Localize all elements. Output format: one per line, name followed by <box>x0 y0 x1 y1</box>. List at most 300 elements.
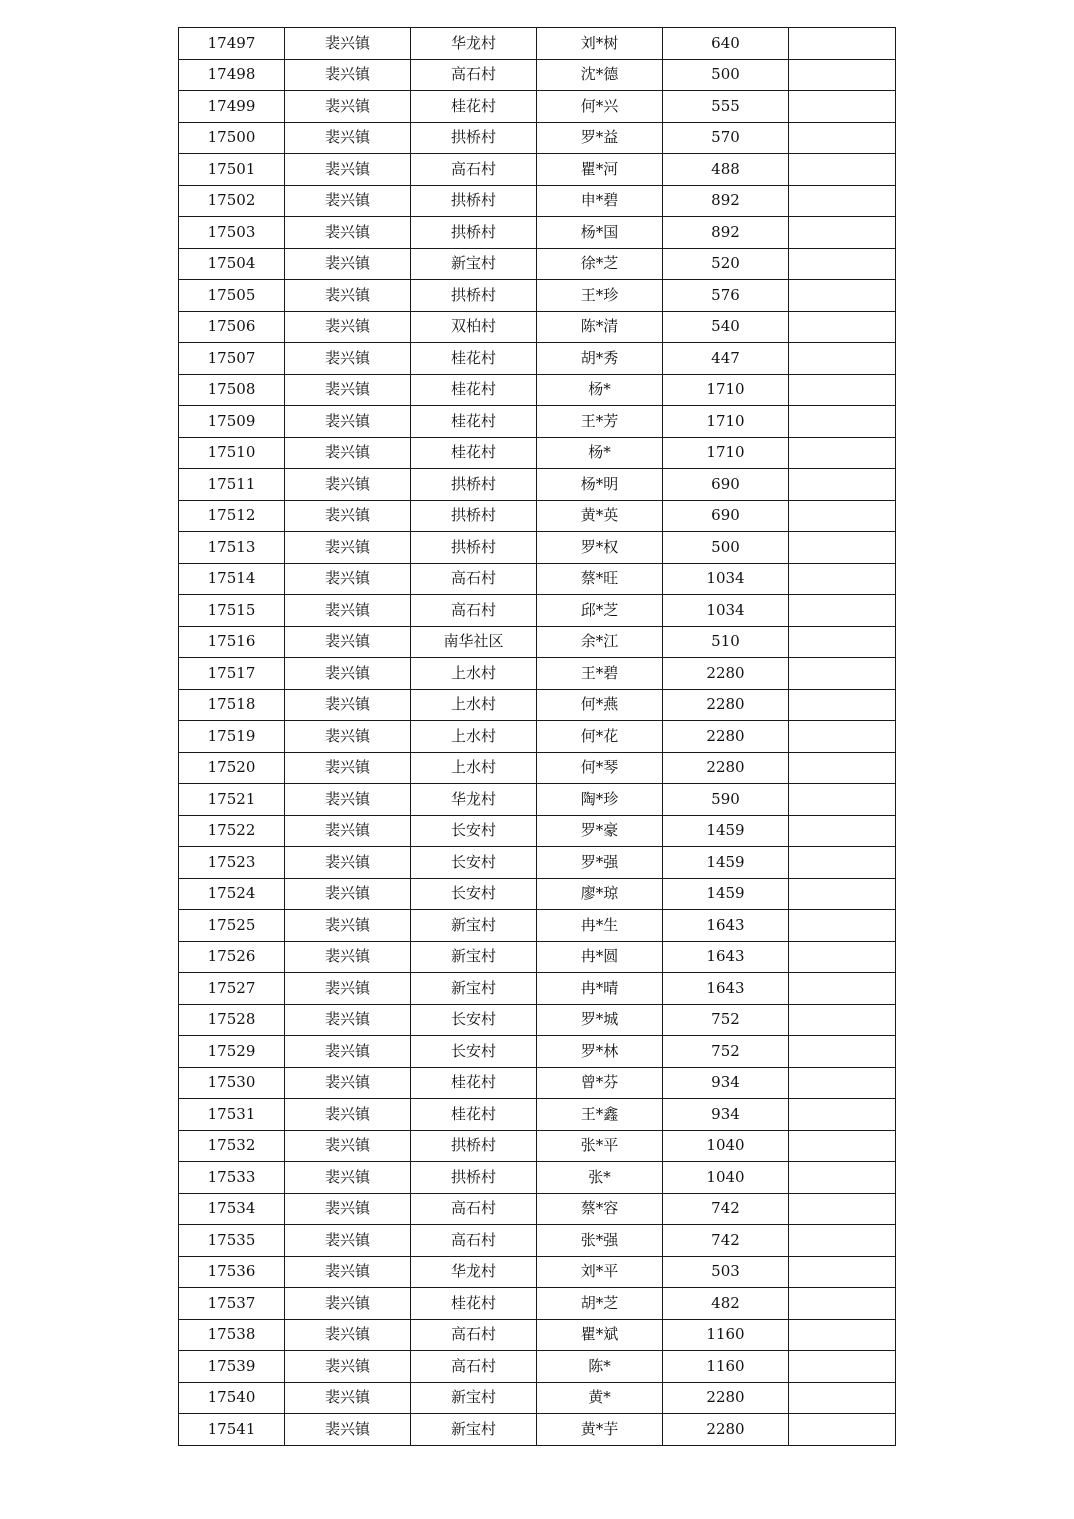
table-row <box>179 721 896 753</box>
cell-note <box>789 154 896 186</box>
table-row <box>179 784 896 816</box>
cell-town: 裴兴镇 <box>285 437 411 469</box>
cell-village: 拱桥村 <box>411 122 537 154</box>
cell-amount: 2280 <box>663 1382 789 1414</box>
cell-town: 裴兴镇 <box>285 878 411 910</box>
table-row <box>179 878 896 910</box>
cell-amount: 500 <box>663 59 789 91</box>
cell-serial-number: 17538 <box>179 1319 285 1351</box>
cell-note <box>789 1319 896 1351</box>
cell-name: 胡*秀 <box>537 343 663 375</box>
cell-town: 裴兴镇 <box>285 343 411 375</box>
cell-village: 高石村 <box>411 59 537 91</box>
cell-serial-number: 17523 <box>179 847 285 879</box>
table-row <box>179 1319 896 1351</box>
cell-note <box>789 626 896 658</box>
record-table <box>178 27 896 1446</box>
cell-village: 拱桥村 <box>411 469 537 501</box>
cell-amount: 1459 <box>663 815 789 847</box>
cell-village: 桂花村 <box>411 343 537 375</box>
cell-name: 刘*平 <box>537 1256 663 1288</box>
cell-note <box>789 784 896 816</box>
cell-name: 罗*益 <box>537 122 663 154</box>
cell-village: 南华社区 <box>411 626 537 658</box>
cell-town: 裴兴镇 <box>285 847 411 879</box>
cell-village: 高石村 <box>411 1193 537 1225</box>
cell-town: 裴兴镇 <box>285 563 411 595</box>
cell-serial-number: 17517 <box>179 658 285 690</box>
cell-town: 裴兴镇 <box>285 1004 411 1036</box>
cell-serial-number: 17532 <box>179 1130 285 1162</box>
table-row <box>179 1288 896 1320</box>
cell-amount: 742 <box>663 1193 789 1225</box>
cell-town: 裴兴镇 <box>285 1351 411 1383</box>
cell-amount: 570 <box>663 122 789 154</box>
cell-name: 罗*城 <box>537 1004 663 1036</box>
cell-village: 上水村 <box>411 752 537 784</box>
cell-name: 徐*芝 <box>537 248 663 280</box>
cell-serial-number: 17536 <box>179 1256 285 1288</box>
cell-name: 余*江 <box>537 626 663 658</box>
table-row <box>179 1382 896 1414</box>
cell-village: 拱桥村 <box>411 1130 537 1162</box>
cell-name: 沈*德 <box>537 59 663 91</box>
cell-town: 裴兴镇 <box>285 406 411 438</box>
cell-note <box>789 1256 896 1288</box>
table-row <box>179 1193 896 1225</box>
table-row <box>179 1004 896 1036</box>
cell-village: 拱桥村 <box>411 1162 537 1194</box>
cell-amount: 752 <box>663 1036 789 1068</box>
cell-serial-number: 17508 <box>179 374 285 406</box>
cell-serial-number: 17501 <box>179 154 285 186</box>
cell-note <box>789 941 896 973</box>
cell-note <box>789 185 896 217</box>
cell-amount: 2280 <box>663 1414 789 1446</box>
cell-name: 蔡*旺 <box>537 563 663 595</box>
cell-village: 双柏村 <box>411 311 537 343</box>
cell-serial-number: 17527 <box>179 973 285 1005</box>
cell-town: 裴兴镇 <box>285 941 411 973</box>
cell-village: 高石村 <box>411 1319 537 1351</box>
table-row <box>179 217 896 249</box>
cell-amount: 555 <box>663 91 789 123</box>
cell-name: 瞿*河 <box>537 154 663 186</box>
cell-village: 上水村 <box>411 658 537 690</box>
table-row <box>179 1130 896 1162</box>
cell-serial-number: 17514 <box>179 563 285 595</box>
cell-town: 裴兴镇 <box>285 28 411 60</box>
cell-village: 长安村 <box>411 815 537 847</box>
cell-serial-number: 17513 <box>179 532 285 564</box>
cell-amount: 576 <box>663 280 789 312</box>
cell-town: 裴兴镇 <box>285 689 411 721</box>
cell-note <box>789 280 896 312</box>
cell-serial-number: 17499 <box>179 91 285 123</box>
cell-note <box>789 878 896 910</box>
cell-amount: 934 <box>663 1099 789 1131</box>
cell-name: 冉*生 <box>537 910 663 942</box>
cell-name: 冉*晴 <box>537 973 663 1005</box>
cell-serial-number: 17540 <box>179 1382 285 1414</box>
cell-serial-number: 17528 <box>179 1004 285 1036</box>
cell-note <box>789 1193 896 1225</box>
cell-amount: 742 <box>663 1225 789 1257</box>
cell-serial-number: 17512 <box>179 500 285 532</box>
cell-serial-number: 17510 <box>179 437 285 469</box>
cell-amount: 2280 <box>663 721 789 753</box>
cell-note <box>789 815 896 847</box>
cell-serial-number: 17516 <box>179 626 285 658</box>
cell-name: 申*碧 <box>537 185 663 217</box>
cell-note <box>789 1099 896 1131</box>
cell-note <box>789 343 896 375</box>
cell-amount: 1160 <box>663 1319 789 1351</box>
cell-name: 何*兴 <box>537 91 663 123</box>
cell-note <box>789 658 896 690</box>
table-row <box>179 626 896 658</box>
cell-name: 胡*芝 <box>537 1288 663 1320</box>
table-row <box>179 1036 896 1068</box>
cell-note <box>789 973 896 1005</box>
cell-amount: 934 <box>663 1067 789 1099</box>
cell-amount: 1643 <box>663 973 789 1005</box>
cell-town: 裴兴镇 <box>285 658 411 690</box>
cell-town: 裴兴镇 <box>285 311 411 343</box>
cell-town: 裴兴镇 <box>285 374 411 406</box>
cell-note <box>789 437 896 469</box>
cell-village: 长安村 <box>411 878 537 910</box>
cell-village: 长安村 <box>411 847 537 879</box>
table-row <box>179 1067 896 1099</box>
cell-village: 桂花村 <box>411 1099 537 1131</box>
cell-serial-number: 17530 <box>179 1067 285 1099</box>
cell-note <box>789 1067 896 1099</box>
cell-note <box>789 1004 896 1036</box>
cell-town: 裴兴镇 <box>285 122 411 154</box>
cell-name: 王*芳 <box>537 406 663 438</box>
cell-amount: 520 <box>663 248 789 280</box>
cell-note <box>789 1225 896 1257</box>
table-row <box>179 469 896 501</box>
cell-amount: 2280 <box>663 658 789 690</box>
cell-town: 裴兴镇 <box>285 1319 411 1351</box>
cell-village: 新宝村 <box>411 941 537 973</box>
cell-village: 新宝村 <box>411 1414 537 1446</box>
table-row <box>179 910 896 942</box>
table-row <box>179 406 896 438</box>
cell-serial-number: 17537 <box>179 1288 285 1320</box>
cell-name: 陈* <box>537 1351 663 1383</box>
cell-name: 罗*强 <box>537 847 663 879</box>
cell-village: 长安村 <box>411 1036 537 1068</box>
cell-note <box>789 311 896 343</box>
cell-amount: 1459 <box>663 878 789 910</box>
cell-village: 高石村 <box>411 563 537 595</box>
cell-village: 拱桥村 <box>411 532 537 564</box>
cell-amount: 1710 <box>663 374 789 406</box>
cell-village: 长安村 <box>411 1004 537 1036</box>
cell-serial-number: 17515 <box>179 595 285 627</box>
cell-amount: 690 <box>663 500 789 532</box>
cell-village: 华龙村 <box>411 1256 537 1288</box>
cell-note <box>789 847 896 879</box>
table-row <box>179 374 896 406</box>
table-row <box>179 815 896 847</box>
cell-note <box>789 1036 896 1068</box>
cell-note <box>789 406 896 438</box>
cell-serial-number: 17505 <box>179 280 285 312</box>
cell-town: 裴兴镇 <box>285 469 411 501</box>
cell-name: 王*鑫 <box>537 1099 663 1131</box>
table-row <box>179 185 896 217</box>
cell-town: 裴兴镇 <box>285 91 411 123</box>
cell-town: 裴兴镇 <box>285 500 411 532</box>
cell-village: 新宝村 <box>411 973 537 1005</box>
cell-town: 裴兴镇 <box>285 1225 411 1257</box>
cell-name: 黄* <box>537 1382 663 1414</box>
cell-name: 蔡*容 <box>537 1193 663 1225</box>
cell-village: 新宝村 <box>411 248 537 280</box>
cell-serial-number: 17509 <box>179 406 285 438</box>
cell-serial-number: 17502 <box>179 185 285 217</box>
cell-serial-number: 17539 <box>179 1351 285 1383</box>
table-row <box>179 532 896 564</box>
cell-note <box>789 1288 896 1320</box>
cell-village: 拱桥村 <box>411 185 537 217</box>
cell-amount: 1160 <box>663 1351 789 1383</box>
cell-amount: 752 <box>663 1004 789 1036</box>
cell-name: 张*强 <box>537 1225 663 1257</box>
cell-serial-number: 17531 <box>179 1099 285 1131</box>
cell-town: 裴兴镇 <box>285 1414 411 1446</box>
cell-amount: 590 <box>663 784 789 816</box>
cell-town: 裴兴镇 <box>285 1099 411 1131</box>
cell-town: 裴兴镇 <box>285 248 411 280</box>
table-row <box>179 154 896 186</box>
cell-name: 王*珍 <box>537 280 663 312</box>
table-body <box>179 28 896 1446</box>
cell-note <box>789 1351 896 1383</box>
cell-name: 瞿*斌 <box>537 1319 663 1351</box>
cell-serial-number: 17520 <box>179 752 285 784</box>
cell-serial-number: 17533 <box>179 1162 285 1194</box>
cell-name: 张*平 <box>537 1130 663 1162</box>
cell-serial-number: 17524 <box>179 878 285 910</box>
cell-serial-number: 17541 <box>179 1414 285 1446</box>
cell-note <box>789 1382 896 1414</box>
cell-serial-number: 17506 <box>179 311 285 343</box>
table-row <box>179 1099 896 1131</box>
cell-note <box>789 532 896 564</box>
cell-note <box>789 563 896 595</box>
cell-village: 新宝村 <box>411 910 537 942</box>
cell-town: 裴兴镇 <box>285 721 411 753</box>
cell-town: 裴兴镇 <box>285 1288 411 1320</box>
cell-note <box>789 500 896 532</box>
cell-name: 罗*权 <box>537 532 663 564</box>
cell-town: 裴兴镇 <box>285 626 411 658</box>
cell-village: 高石村 <box>411 1351 537 1383</box>
cell-town: 裴兴镇 <box>285 185 411 217</box>
table-row <box>179 1351 896 1383</box>
cell-serial-number: 17525 <box>179 910 285 942</box>
cell-name: 王*碧 <box>537 658 663 690</box>
cell-amount: 1643 <box>663 941 789 973</box>
cell-amount: 500 <box>663 532 789 564</box>
cell-amount: 1040 <box>663 1130 789 1162</box>
cell-town: 裴兴镇 <box>285 280 411 312</box>
cell-name: 刘*树 <box>537 28 663 60</box>
cell-note <box>789 374 896 406</box>
cell-note <box>789 469 896 501</box>
cell-village: 上水村 <box>411 721 537 753</box>
cell-village: 拱桥村 <box>411 217 537 249</box>
cell-amount: 2280 <box>663 689 789 721</box>
cell-town: 裴兴镇 <box>285 1130 411 1162</box>
cell-amount: 1710 <box>663 406 789 438</box>
table-row <box>179 1414 896 1446</box>
cell-name: 黄*英 <box>537 500 663 532</box>
cell-name: 何*琴 <box>537 752 663 784</box>
cell-serial-number: 17522 <box>179 815 285 847</box>
cell-village: 桂花村 <box>411 91 537 123</box>
cell-amount: 540 <box>663 311 789 343</box>
cell-amount: 1710 <box>663 437 789 469</box>
cell-name: 陈*清 <box>537 311 663 343</box>
cell-name: 杨*明 <box>537 469 663 501</box>
cell-village: 华龙村 <box>411 28 537 60</box>
cell-town: 裴兴镇 <box>285 784 411 816</box>
table-row <box>179 28 896 60</box>
cell-village: 桂花村 <box>411 406 537 438</box>
cell-serial-number: 17504 <box>179 248 285 280</box>
cell-village: 高石村 <box>411 154 537 186</box>
table-row <box>179 1162 896 1194</box>
cell-village: 上水村 <box>411 689 537 721</box>
cell-note <box>789 248 896 280</box>
cell-village: 华龙村 <box>411 784 537 816</box>
cell-name: 冉*圆 <box>537 941 663 973</box>
cell-name: 杨* <box>537 374 663 406</box>
cell-name: 罗*林 <box>537 1036 663 1068</box>
table-row <box>179 343 896 375</box>
table-row <box>179 500 896 532</box>
cell-village: 桂花村 <box>411 437 537 469</box>
table-row <box>179 122 896 154</box>
table-row <box>179 689 896 721</box>
cell-village: 高石村 <box>411 595 537 627</box>
cell-note <box>789 689 896 721</box>
table-row <box>179 595 896 627</box>
cell-amount: 1034 <box>663 595 789 627</box>
cell-note <box>789 721 896 753</box>
cell-serial-number: 17497 <box>179 28 285 60</box>
cell-serial-number: 17518 <box>179 689 285 721</box>
cell-village: 高石村 <box>411 1225 537 1257</box>
cell-note <box>789 1162 896 1194</box>
cell-note <box>789 910 896 942</box>
cell-serial-number: 17500 <box>179 122 285 154</box>
cell-amount: 1643 <box>663 910 789 942</box>
cell-amount: 1034 <box>663 563 789 595</box>
cell-amount: 2280 <box>663 752 789 784</box>
cell-amount: 488 <box>663 154 789 186</box>
cell-amount: 892 <box>663 217 789 249</box>
cell-town: 裴兴镇 <box>285 1256 411 1288</box>
cell-name: 黄*芋 <box>537 1414 663 1446</box>
table-row <box>179 91 896 123</box>
table-row <box>179 658 896 690</box>
cell-town: 裴兴镇 <box>285 154 411 186</box>
cell-town: 裴兴镇 <box>285 217 411 249</box>
cell-town: 裴兴镇 <box>285 1036 411 1068</box>
document-page <box>178 27 895 1446</box>
cell-amount: 640 <box>663 28 789 60</box>
cell-serial-number: 17519 <box>179 721 285 753</box>
table-row <box>179 973 896 1005</box>
cell-amount: 892 <box>663 185 789 217</box>
cell-name: 廖*琼 <box>537 878 663 910</box>
cell-town: 裴兴镇 <box>285 973 411 1005</box>
cell-village: 新宝村 <box>411 1382 537 1414</box>
table-row <box>179 941 896 973</box>
cell-village: 桂花村 <box>411 1067 537 1099</box>
cell-amount: 510 <box>663 626 789 658</box>
table-row <box>179 437 896 469</box>
cell-note <box>789 122 896 154</box>
cell-amount: 1459 <box>663 847 789 879</box>
cell-serial-number: 17503 <box>179 217 285 249</box>
cell-name: 何*燕 <box>537 689 663 721</box>
cell-serial-number: 17511 <box>179 469 285 501</box>
cell-town: 裴兴镇 <box>285 1162 411 1194</box>
cell-name: 杨* <box>537 437 663 469</box>
table-row <box>179 311 896 343</box>
table-row <box>179 847 896 879</box>
cell-name: 曾*芬 <box>537 1067 663 1099</box>
cell-town: 裴兴镇 <box>285 910 411 942</box>
cell-serial-number: 17498 <box>179 59 285 91</box>
cell-note <box>789 59 896 91</box>
cell-town: 裴兴镇 <box>285 1193 411 1225</box>
cell-amount: 690 <box>663 469 789 501</box>
cell-name: 张* <box>537 1162 663 1194</box>
cell-village: 拱桥村 <box>411 500 537 532</box>
cell-serial-number: 17529 <box>179 1036 285 1068</box>
cell-name: 杨*国 <box>537 217 663 249</box>
cell-note <box>789 28 896 60</box>
cell-town: 裴兴镇 <box>285 1382 411 1414</box>
cell-name: 罗*豪 <box>537 815 663 847</box>
cell-name: 邱*芝 <box>537 595 663 627</box>
table-row <box>179 1225 896 1257</box>
cell-amount: 503 <box>663 1256 789 1288</box>
cell-note <box>789 1414 896 1446</box>
cell-amount: 1040 <box>663 1162 789 1194</box>
table-row <box>179 280 896 312</box>
cell-serial-number: 17521 <box>179 784 285 816</box>
table-row <box>179 563 896 595</box>
cell-town: 裴兴镇 <box>285 1067 411 1099</box>
cell-town: 裴兴镇 <box>285 595 411 627</box>
cell-note <box>789 217 896 249</box>
cell-amount: 482 <box>663 1288 789 1320</box>
cell-town: 裴兴镇 <box>285 815 411 847</box>
cell-note <box>789 752 896 784</box>
table-row <box>179 248 896 280</box>
cell-note <box>789 91 896 123</box>
